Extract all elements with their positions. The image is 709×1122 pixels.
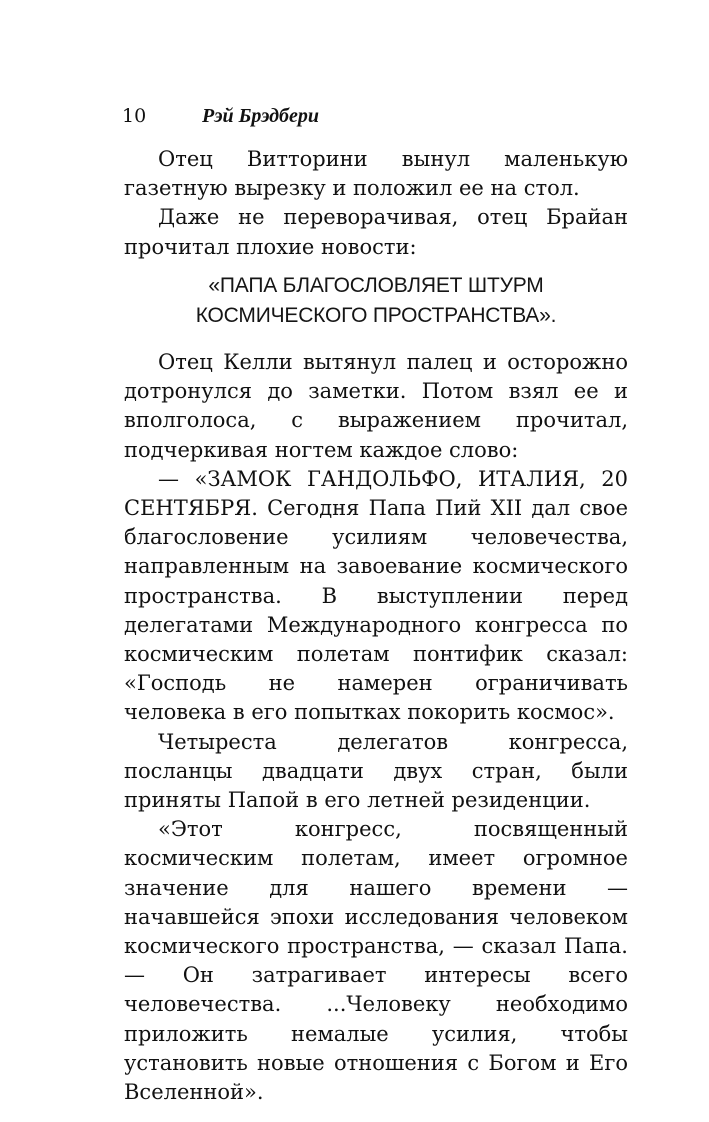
- paragraph: «Этот конгресс, посвященный космическим полетам, имеет огромное значение для нашего времени — начавшейся эпохи исследования человеком космического пространства, — сказал Папа. — Он затрагивает интересы всего человечества. ...Человеку необходимо приложить немалые усилия, чтобы установить новые отношения с Богом и Его Вселенной».: [124, 817, 628, 1105]
- headline-line: КОСМИЧЕСКОГО ПРОСТРАНСТВА».: [195, 303, 557, 327]
- running-title-author: Рэй Брэдбери: [202, 105, 320, 127]
- text-block-bottom: [124, 348, 628, 1107]
- newspaper-headline: [124, 271, 628, 330]
- paragraph: Отец Келли вытянул палец и осторожно дотронулся до заметки. Потом взял ее и вполголоса, с выражением прочитал, подчеркивая ногтем каждое слово:: [124, 350, 628, 462]
- page-number: 10: [122, 105, 147, 127]
- headline-line: «ПАПА БЛАГОСЛОВЛЯЕТ ШТУРМ: [208, 274, 544, 297]
- text-block-top: [124, 145, 628, 262]
- paragraph: — «ЗАМОК ГАНДОЛЬФО, ИТАЛИЯ, 20 СЕНТЯБРЯ. Сегодня Папа Пий XII дал свое благословение усилиям человечества, направленным на завоевание космического пространства. В выступлении перед делегатами Международного конгресса по космическим полетам понтифик сказал: «Господь не намерен ограничивать человека в его попытках покорить космос».: [124, 466, 628, 725]
- paragraph: Даже не переворачивая, отец Брайан прочитал плохие новости:: [124, 205, 628, 259]
- running-header: [122, 104, 319, 128]
- paragraph: Отец Витторини вынул маленькую газетную вырезку и положил ее на стол.: [124, 147, 628, 201]
- paragraph: Четыреста делегатов конгресса, посланцы двадцати двух стран, были приняты Папой в его летней резиденции.: [124, 729, 628, 813]
